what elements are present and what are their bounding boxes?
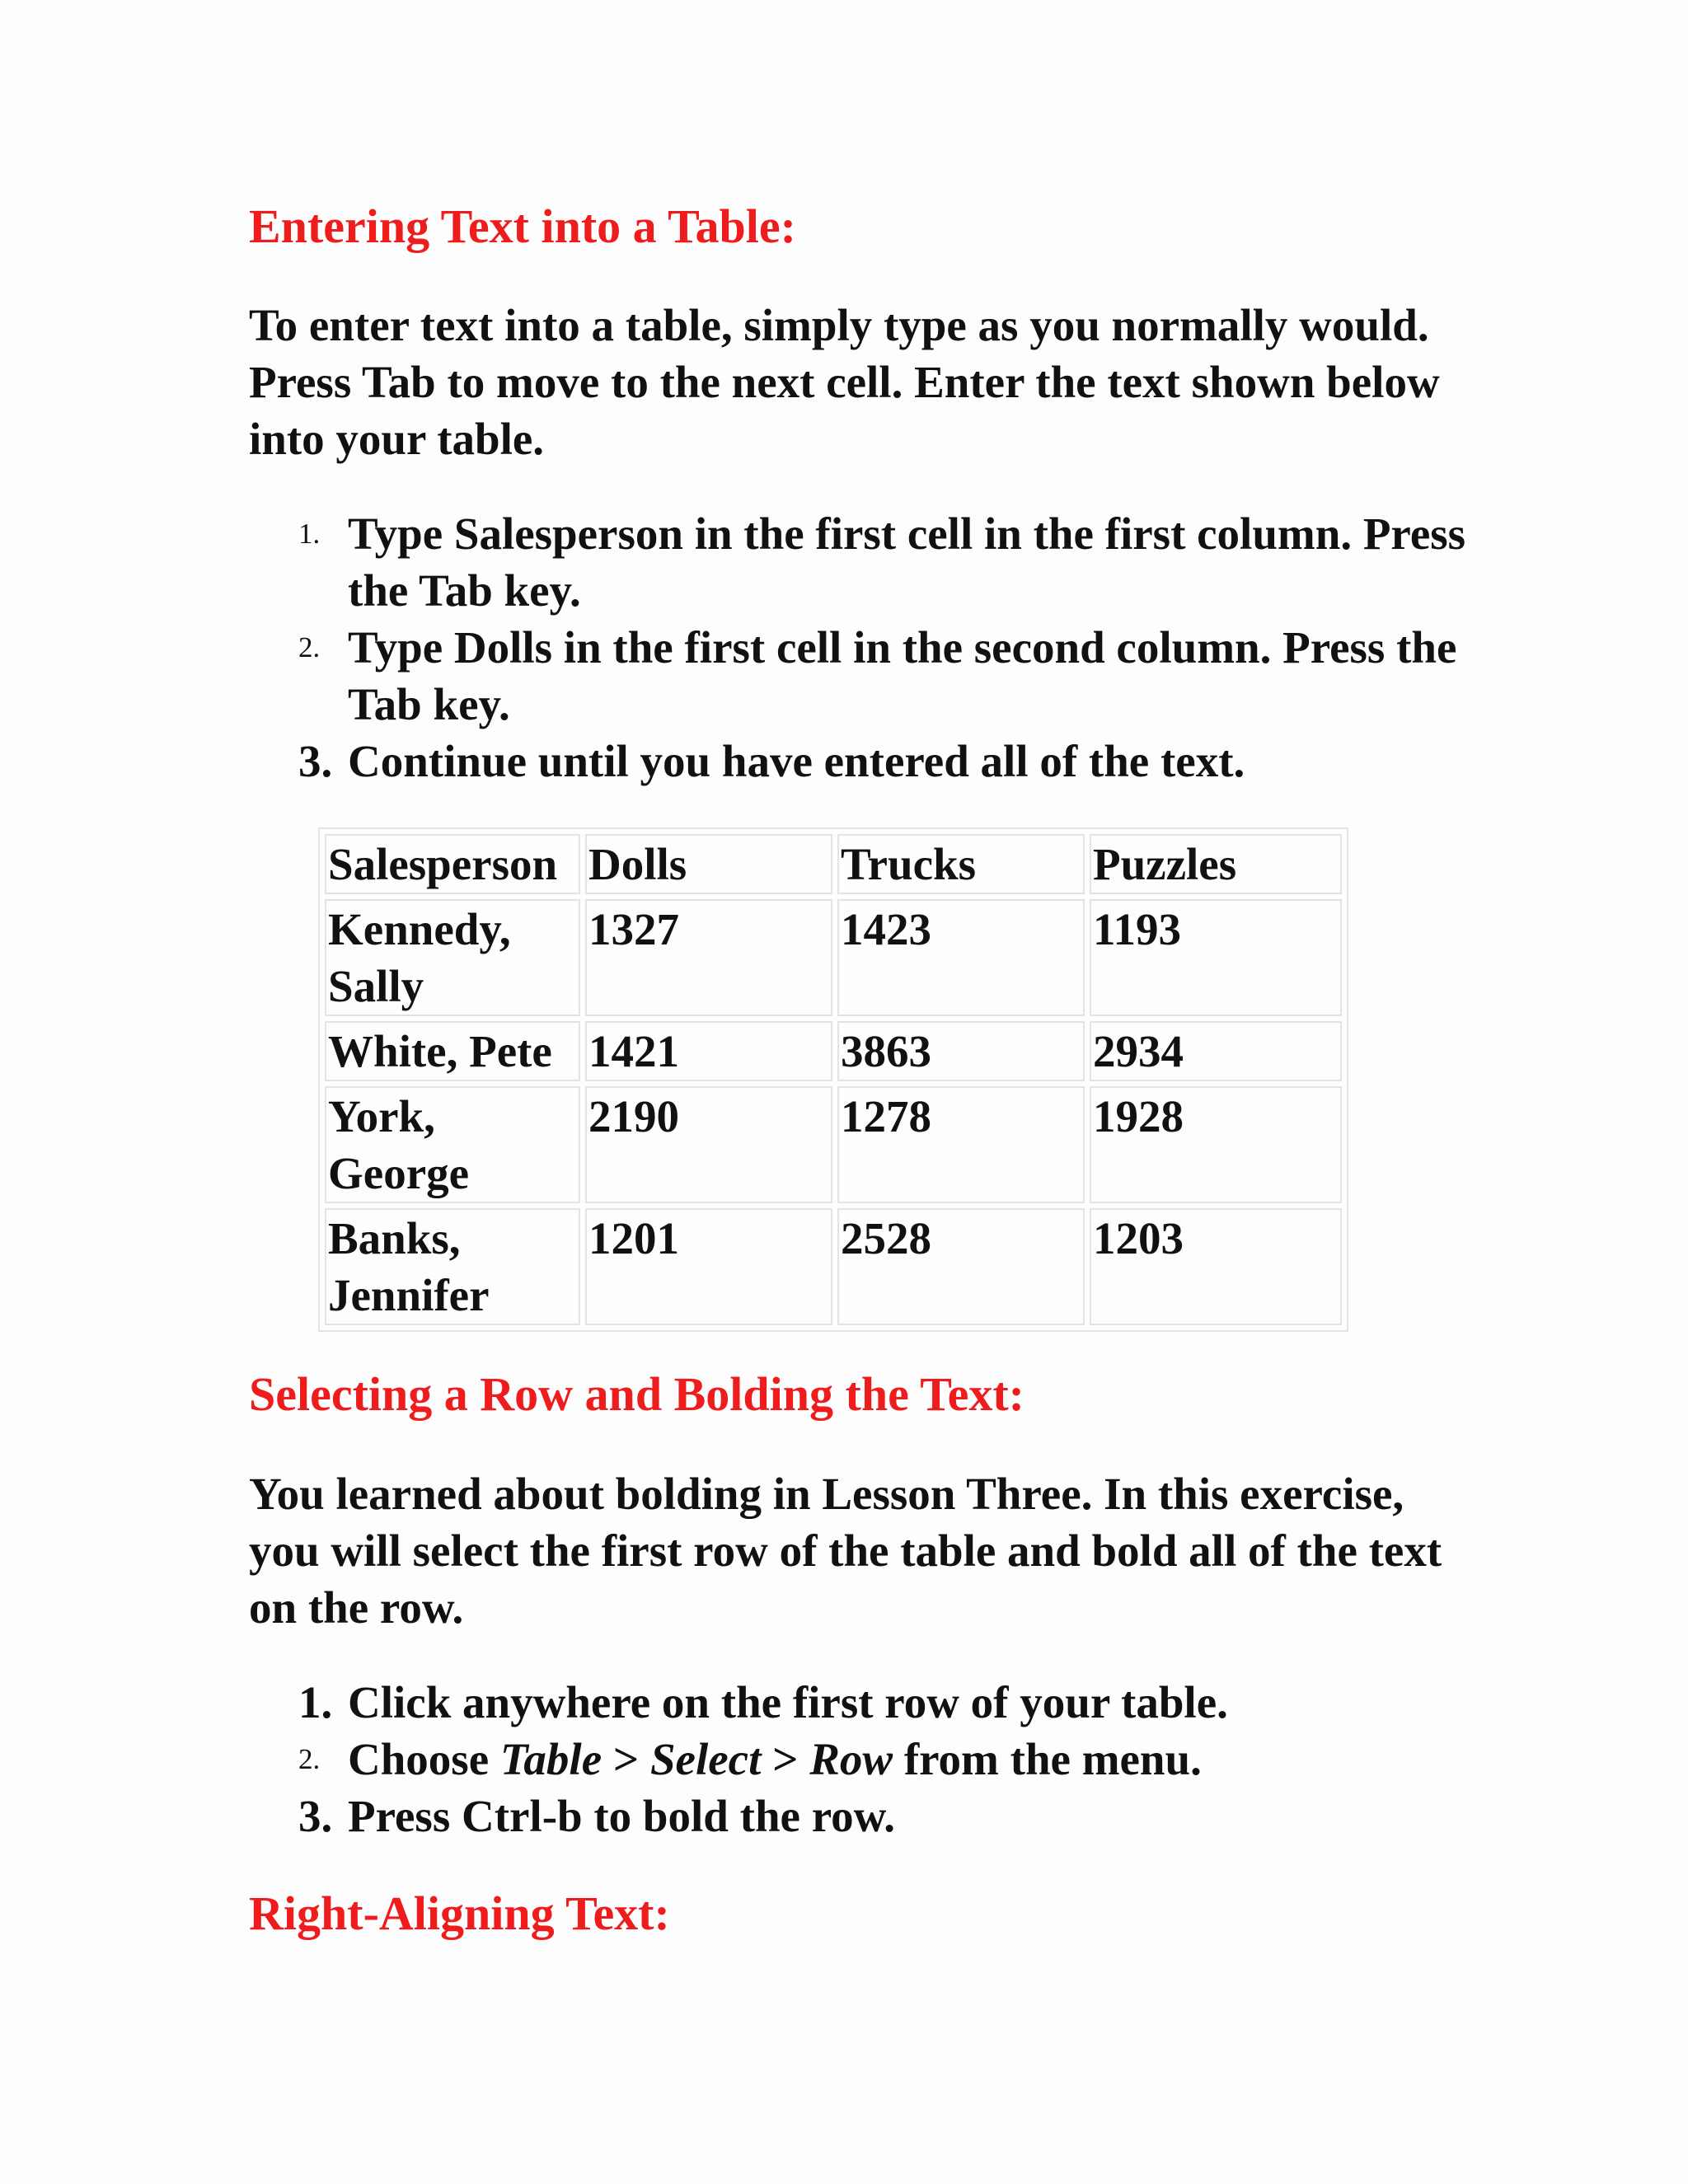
bolding-paragraph: You learned about bolding in Lesson Three. In this exercise, you will select the first row of the table and bold all of the text on the row. [249, 1469, 1442, 1633]
intro-paragraph: To enter text into a table, simply type as you normally would. Press Tab to move to the next cell. Enter the text shown below into your table. [249, 300, 1440, 464]
menu-path-separator: > [602, 1734, 650, 1784]
table-cell: White, Pete [325, 1021, 580, 1081]
step-text-suffix: from the menu. [893, 1734, 1202, 1784]
table-cell: 2190 [585, 1086, 832, 1203]
list-item-text [348, 1731, 1469, 1788]
section-heading-right-aligning: Right-Aligning Text: [249, 1886, 670, 1940]
list-item-text: Press Ctrl-b to bold the row. [348, 1791, 896, 1841]
table-cell: 1203 [1090, 1208, 1342, 1325]
table-header-cell: Salesperson [325, 834, 580, 894]
list-item-text: Continue until you have entered all of the text. [348, 736, 1245, 786]
list-item-text: Type Salesperson in the first cell in the first column. Press the Tab key. [348, 509, 1466, 616]
table-cell: 3863 [837, 1021, 1085, 1081]
section-heading-entering-text: Entering Text into a Table: [249, 199, 796, 253]
list-number: 3. [298, 1791, 333, 1841]
section-heading-selecting-row: Selecting a Row and Bolding the Text: [249, 1367, 1025, 1421]
sales-table [318, 827, 1348, 1332]
step-text-prefix: Choose [348, 1734, 500, 1784]
menu-path-separator: > [761, 1734, 810, 1784]
table-row [325, 1086, 1342, 1203]
table-cell: Kennedy, Sally [325, 899, 580, 1016]
table-cell: 1928 [1090, 1086, 1342, 1203]
table-row [325, 1208, 1342, 1325]
steps-list-entering-text [298, 505, 1469, 790]
table-header-cell: Trucks [837, 834, 1085, 894]
menu-path-row: Row [809, 1734, 893, 1784]
list-item-text: Type Dolls in the first cell in the second column. Press the Tab key. [348, 622, 1457, 729]
table-cell: 2934 [1090, 1021, 1342, 1081]
list-item-text: Click anywhere on the first row of your table. [348, 1677, 1228, 1727]
table-header-row [325, 834, 1342, 894]
steps-list-bolding [298, 1674, 1469, 1844]
menu-path-table: Table [499, 1734, 603, 1784]
table-row [325, 1021, 1342, 1081]
list-number: 1. [298, 1677, 333, 1727]
menu-path-select: Select [649, 1734, 762, 1784]
table-cell: 1327 [585, 899, 832, 1016]
list-item [298, 505, 1469, 619]
list-item [298, 1788, 1469, 1844]
table-cell: 2528 [837, 1208, 1085, 1325]
list-number: 2. [298, 1743, 321, 1775]
table-cell: 1201 [585, 1208, 832, 1325]
table-header-cell: Puzzles [1090, 834, 1342, 894]
table-row [325, 899, 1342, 1016]
table-cell: 1278 [837, 1086, 1085, 1203]
table-cell: 1421 [585, 1021, 832, 1081]
list-item [298, 1731, 1469, 1788]
list-number: 2. [298, 631, 321, 663]
table-cell: 1423 [837, 899, 1085, 1016]
table-cell: York, George [325, 1086, 580, 1203]
list-item [298, 733, 1469, 790]
table-cell: Banks, Jennifer [325, 1208, 580, 1325]
table-cell: 1193 [1090, 899, 1342, 1016]
list-item [298, 1674, 1469, 1731]
list-item [298, 619, 1469, 733]
list-number: 3. [298, 736, 333, 786]
table-header-cell: Dolls [585, 834, 832, 894]
list-number: 1. [298, 518, 321, 550]
